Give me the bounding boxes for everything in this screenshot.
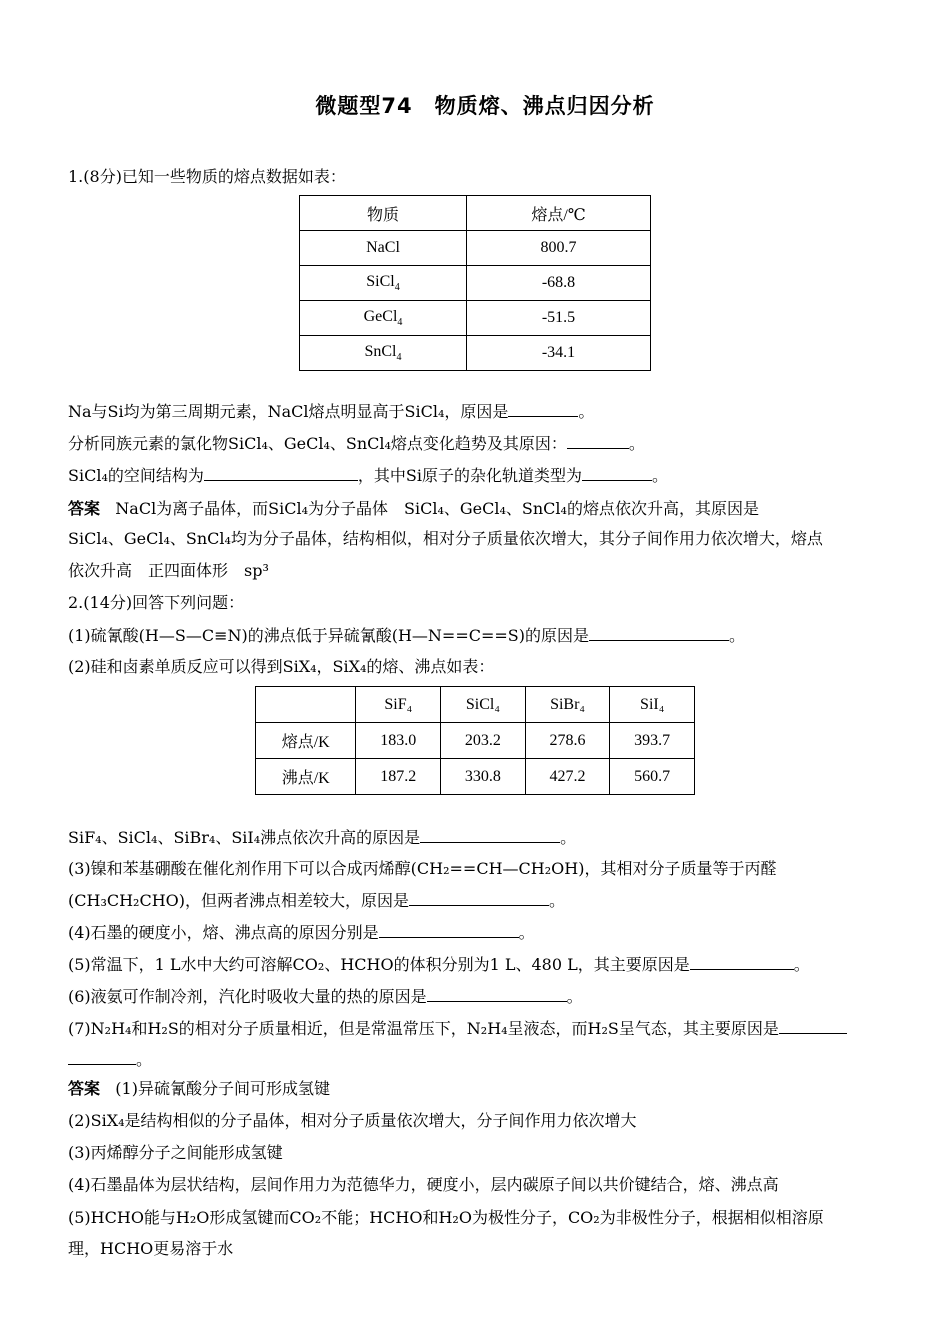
answer-blank[interactable] bbox=[204, 464, 358, 481]
table-cell: 800.7 bbox=[467, 231, 651, 266]
table-cell: NaCl bbox=[300, 231, 467, 266]
table-cell: -68.8 bbox=[467, 266, 651, 301]
six4-table bbox=[255, 686, 695, 795]
table-cell: 330.8 bbox=[441, 759, 526, 795]
table-cell: 427.2 bbox=[525, 759, 610, 795]
answer-blank[interactable] bbox=[68, 1048, 136, 1065]
q2-answer1: 答案 (1)异硫氰酸分子间可形成氢键 bbox=[68, 1079, 330, 1098]
melting-point-table bbox=[299, 195, 651, 371]
table-cell: 560.7 bbox=[610, 759, 695, 795]
q1-answer-line1: 答案 NaCl为离子晶体，而SiCl₄为分子晶体 SiCl₄、GeCl₄、SnCl₄的熔点依次升高，其原因是 bbox=[68, 499, 759, 518]
table-cell: -34.1 bbox=[467, 336, 651, 371]
page-title: 微题型74 物质熔、沸点归因分析 bbox=[315, 94, 655, 118]
answer-blank[interactable] bbox=[379, 921, 519, 938]
table-cell: 203.2 bbox=[441, 723, 526, 759]
q2-part6: (6)液氨可作制冷剂，汽化时吸收大量的热的原因是 。 bbox=[68, 987, 583, 1006]
q2-header: 2.(14分)回答下列问题： bbox=[68, 593, 245, 612]
answer-blank[interactable] bbox=[508, 400, 578, 417]
answer-blank[interactable] bbox=[567, 432, 629, 449]
answer-blank[interactable] bbox=[779, 1017, 847, 1034]
q2-answer2: (2)SiX₄是结构相似的分子晶体，相对分子质量依次增大，分子间作用力依次增大 bbox=[68, 1111, 637, 1130]
q2-part4: (4)石墨的硬度小，熔、沸点高的原因分别是 。 bbox=[68, 923, 535, 942]
q2-part7: (7)N₂H₄和H₂S的相对分子质量相近，但是常温常压下，N₂H₄呈液态，而H₂S呈气态，其主要原因是 bbox=[68, 1017, 847, 1040]
q2-part7-cont: 。 bbox=[68, 1048, 152, 1071]
table-cell: 278.6 bbox=[525, 723, 610, 759]
table-cell: 沸点/K bbox=[256, 759, 356, 795]
table-row bbox=[256, 723, 695, 759]
table-header-cell: 熔点/℃ bbox=[467, 196, 651, 231]
table-header-cell: SiI₄ bbox=[610, 687, 695, 723]
table-cell: 熔点/K bbox=[256, 723, 356, 759]
table-header-row bbox=[256, 687, 695, 723]
table-header-cell: 物质 bbox=[300, 196, 467, 231]
q2-part3a: (3)镍和苯基硼酸在催化剂作用下可以合成丙烯醇(CH₂==CH—CH₂OH)，其相对分子质量等于丙醛 bbox=[68, 859, 777, 878]
q2-answer3: (3)丙烯醇分子之间能形成氢键 bbox=[68, 1143, 283, 1162]
table-header-cell: SiCl₄ bbox=[441, 687, 526, 723]
table-header-cell: SiF₄ bbox=[356, 687, 441, 723]
q1-answer-line2: SiCl₄、GeCl₄、SnCl₄均为分子晶体，结构相似，相对分子质量依次增大，其分子间作用力依次增大，熔点 bbox=[68, 529, 823, 548]
table-row bbox=[300, 301, 651, 336]
table-row bbox=[300, 266, 651, 301]
table-cell: 183.0 bbox=[356, 723, 441, 759]
answer-blank[interactable] bbox=[589, 624, 729, 641]
table-cell: 187.2 bbox=[356, 759, 441, 795]
table-row bbox=[256, 759, 695, 795]
q2-part3b: (CH₃CH₂CHO)，但两者沸点相差较大，原因是 。 bbox=[68, 891, 566, 910]
table-header-cell bbox=[256, 687, 356, 723]
q1-line1: Na与Si均为第三周期元素，NaCl熔点明显高于SiCl₄，原因是 。 bbox=[68, 402, 595, 421]
q2-answer5b: 理，HCHO更易溶于水 bbox=[68, 1239, 234, 1258]
q2-part5: (5)常温下，1 L水中大约可溶解CO₂、HCHO的体积分别为1 L、480 L，其主要原因是 。 bbox=[68, 955, 810, 974]
answer-blank[interactable] bbox=[582, 464, 652, 481]
table-header-cell: SiBr₄ bbox=[525, 687, 610, 723]
answer-label: 答案 bbox=[68, 499, 101, 518]
answer-blank[interactable] bbox=[409, 889, 549, 906]
q2-part2b: SiF₄、SiCl₄、SiBr₄、SiI₄沸点依次升高的原因是 。 bbox=[68, 828, 577, 847]
table-cell: -51.5 bbox=[467, 301, 651, 336]
q1-answer-line3: 依次升高 正四面体形 sp³ bbox=[68, 561, 269, 580]
table-cell: SnCl$_4$ bbox=[300, 336, 467, 371]
table-row bbox=[300, 336, 651, 371]
answer-blank[interactable] bbox=[690, 953, 794, 970]
q1-line2: 分析同族元素的氯化物SiCl₄、GeCl₄、SnCl₄熔点变化趋势及其原因： 。 bbox=[68, 434, 645, 453]
table-cell: 393.7 bbox=[610, 723, 695, 759]
table-header-row bbox=[300, 196, 651, 231]
table-cell: SiCl$_4$ bbox=[300, 266, 467, 301]
answer-blank[interactable] bbox=[427, 985, 567, 1002]
q2-answer5a: (5)HCHO能与H₂O形成氢键而CO₂不能；HCHO和H₂O为极性分子，CO₂为非极性分子，根据相似相溶原 bbox=[68, 1208, 824, 1227]
q1-line3: SiCl₄的空间结构为 ，其中Si原子的杂化轨道类型为 。 bbox=[68, 466, 668, 485]
answer-blank[interactable] bbox=[420, 826, 560, 843]
table-cell: GeCl$_4$ bbox=[300, 301, 467, 336]
q2-answer4: (4)石墨晶体为层状结构，层间作用力为范德华力，硬度小，层内碳原子间以共价键结合，熔、沸点高 bbox=[68, 1175, 779, 1194]
answer-label: 答案 bbox=[68, 1079, 101, 1098]
table-row bbox=[300, 231, 651, 266]
q2-part1: (1)硫氰酸(H—S—C≡N)的沸点低于异硫氰酸(H—N==C==S)的原因是 。 bbox=[68, 626, 745, 645]
q1-header: 1.(8分)已知一些物质的熔点数据如表： bbox=[68, 167, 346, 186]
q2-part2: (2)硅和卤素单质反应可以得到SiX₄，SiX₄的熔、沸点如表： bbox=[68, 657, 495, 676]
